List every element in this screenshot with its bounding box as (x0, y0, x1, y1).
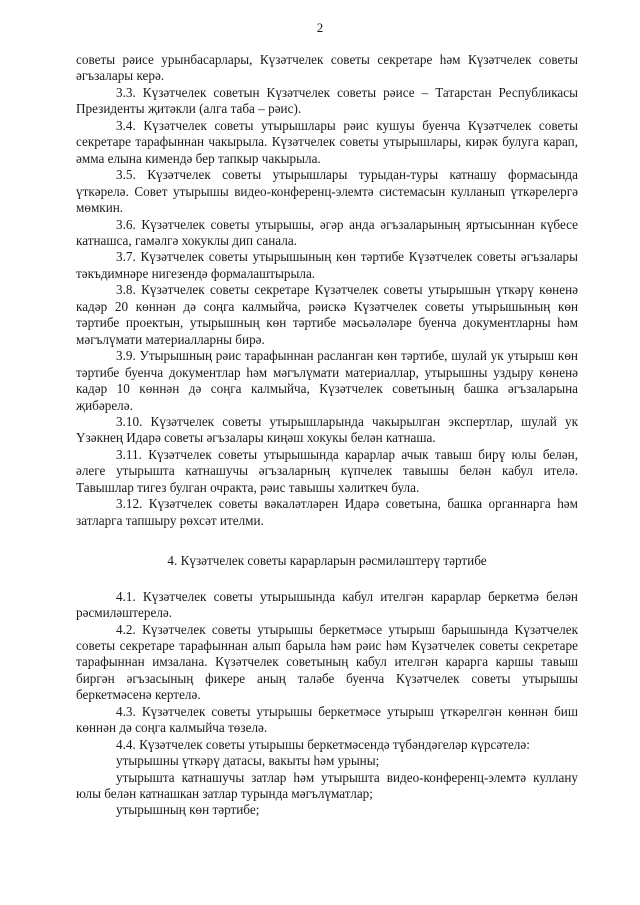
paragraph: 3.4. Күзәтчелек советы утырышлары рәис кушуы буенча Күзәтчелек советы секретаре тарафыннан чакырыла. Күзәтчелек советы утырышлары, кирәк булуга карап, әмма елына кимендә бер тапкыр чакырыла. (76, 117, 578, 166)
paragraph: 3.12. Күзәтчелек советы вәкаләтләрен Идарә советына, башка органнарга һәм затларга тапшыру рөхсәт ителми. (76, 496, 578, 528)
paragraph: утырышның көн тәртибе; (116, 802, 260, 818)
paragraph: утырышта катнашучы затлар һәм утырышта видео-конференц-элемтә куллану юлы белән катнашкан затлар турында мәгълүматлар; (76, 769, 578, 802)
paragraph: 4.3. Күзәтчелек советы утырышы беркетмәсе утырыш үткәрелгән көннән биш көннән дә соңга калмыйча төзелә. (76, 703, 578, 736)
paragraph: 3.3. Күзәтчелек советын Күзәтчелек советы рәисе – Татарстан Республикасы Президенты җитәкли (алга таба – рәис). (76, 84, 578, 117)
paragraph: 3.10. Күзәтчелек советы утырышларында чакырылган экспертлар, шулай ук Үзәкнең Идарә советы әгъзалары киңәш хокукы белән катнаша. (76, 413, 578, 446)
paragraph: 3.9. Утырышның рәис тарафыннан расланган көн тәртибе, шулай ук утырыш көн тәртибе буенча документлар һәм мәгълүмати материаллар, утырышны уздыру көненә кадәр 10 көннән дә соңга калмыйча, Күзәтчелек советының башка әгъзаларына җибәрелә. (76, 348, 578, 413)
paragraph: 4.1. Күзәтчелек советы утырышында кабул ителгән карарлар беркетмә белән рәсмиләштерелә. (76, 588, 578, 621)
section-4-paragraphs (76, 589, 578, 819)
paragraph: 3.11. Күзәтчелек советы утырышында карарлар ачык тавыш бирү юлы белән, әлеге утырышта катнашучы әгъзаларның күпчелек тавышы белән кабул ителә. Тавышлар тигез булган очракта, рәис тавышы хәлиткеч була. (76, 446, 578, 495)
paragraph: советы рәисе урынбасарлары, Күзәтчелек советы секретаре һәм Күзәтчелек советы әгъзалары керә. (76, 52, 578, 84)
document-body (76, 52, 578, 819)
paragraph: 3.7. Күзәтчелек советы утырышының көн тәртибе Күзәтчелек советы әгъзалары тәкъдимнәре нигезендә формалаштырыла. (76, 249, 578, 281)
section-3-paragraphs (76, 52, 578, 529)
paragraph: 4.4. Күзәтчелек советы утырышы беркетмәсендә түбәндәгеләр күрсәтелә: (116, 736, 530, 752)
paragraph: 3.6. Күзәтчелек советы утырышы, әгәр анда әгъзаларының яртысыннан күбесе катнашса, гамәлгә хокуклы дип санала. (76, 216, 578, 248)
paragraph: 3.5. Күзәтчелек советы утырышлары турыдан-туры катнашу формасында үткәрелә. Совет утырышы видео-конференц-элемтә системасын кулланып үткәрелергә мөмкин. (76, 167, 578, 216)
paragraph: 3.8. Күзәтчелек советы секретаре Күзәтчелек советы утырышын үткәрү көненә кадәр 20 көннән дә соңга калмыйча, рәискә Күзәтчелек советы утырышының көн тәртибе проектын, утырышның көн тәртибе мәсьәләләре буенча документларны һәм мәгълүмати материалларны бирә. (76, 282, 578, 347)
paragraph: 4.2. Күзәтчелек советы утырышы беркетмәсе утырыш барышында Күзәтчелек советы секретаре тарафыннан алып барыла һәм рәис һәм Күзәтчелек советы секретаре тарафыннан имзалана. Күзәтчелек советының кабул ителгән карарга каршы тавыш биргән әгъзасының фикере аның таләбе буенча Күзәтчелек советы утырышы беркетмәсенә кертелә. (76, 621, 578, 703)
page-number: 2 (316, 20, 324, 35)
paragraph: утырышны үткәрү датасы, вакыты һәм урыны; (116, 753, 380, 769)
section-heading: 4. Күзәтчелек советы карарларын рәсмиләштерү тәртибе (167, 553, 487, 569)
